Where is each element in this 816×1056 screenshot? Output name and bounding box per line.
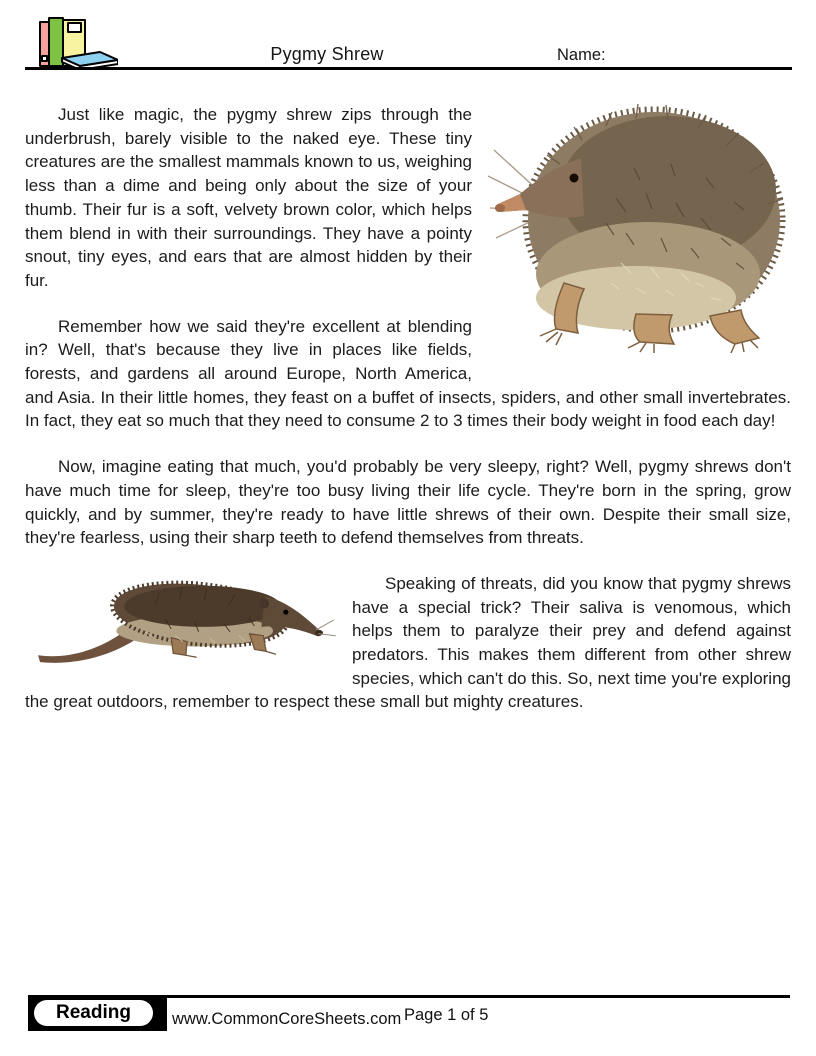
- website-text: www.CommonCoreSheets.com: [172, 1010, 402, 1028]
- paragraph-1: Just like magic, the pygmy shrew zips through the underbrush, barely visible to the naked eye. These tiny creatures are the smallest mammals known to us, weighing less than a dime and being only about the size of your thumb. Their fur is a soft, velvety brown color, which helps them blend in with their surroundings. They have a pointy snout, tiny eyes, and ears that are almost hidden by their fur.: [25, 105, 472, 290]
- worksheet-body: [25, 103, 791, 736]
- worksheet-title: Pygmy Shrew: [270, 44, 384, 64]
- pygmy-shrew-front-image: [486, 98, 791, 356]
- paragraph-2: Remember how we said they're excellent at blending in? Well, that's because they live in places like fields, forests, and gardens all around Europe, North America, and Asia. In their little homes, they feast on a buffet of insects, spiders, and other small invertebrates. In fact, they eat so much that they need to consume 2 to 3 times their body weight in food each day!: [25, 316, 791, 431]
- header-rule: [25, 67, 792, 70]
- paragraph-3: Now, imagine eating that much, you'd probably be very sleepy, right? Well, pygmy shrews don't have much time for sleep, they're too busy living their life cycle. They're born in the spring, grow quickly, and by summer, they're ready to have little shrews of their own. Despite their small size, they're fearless, using their sharp teeth to defend themselves from threats.: [25, 457, 791, 548]
- paragraph-4: Speaking of threats, did you know that pygmy shrews have a special trick? Their saliva is venomous, which helps them to paralyze their prey and defend against predators. This makes them different from other shrew species, which can't do this. So, next time you're exploring the great outdoors, remember to respect these small but mighty creatures.: [25, 573, 791, 712]
- name-label: Name:: [557, 46, 606, 64]
- books-logo-icon: [26, 12, 118, 68]
- page-number: Page 1 of 5: [404, 1006, 489, 1024]
- reading-badge: [28, 996, 167, 1031]
- pygmy-shrew-side-image: [25, 575, 340, 669]
- reading-badge-label: Reading: [34, 1000, 153, 1026]
